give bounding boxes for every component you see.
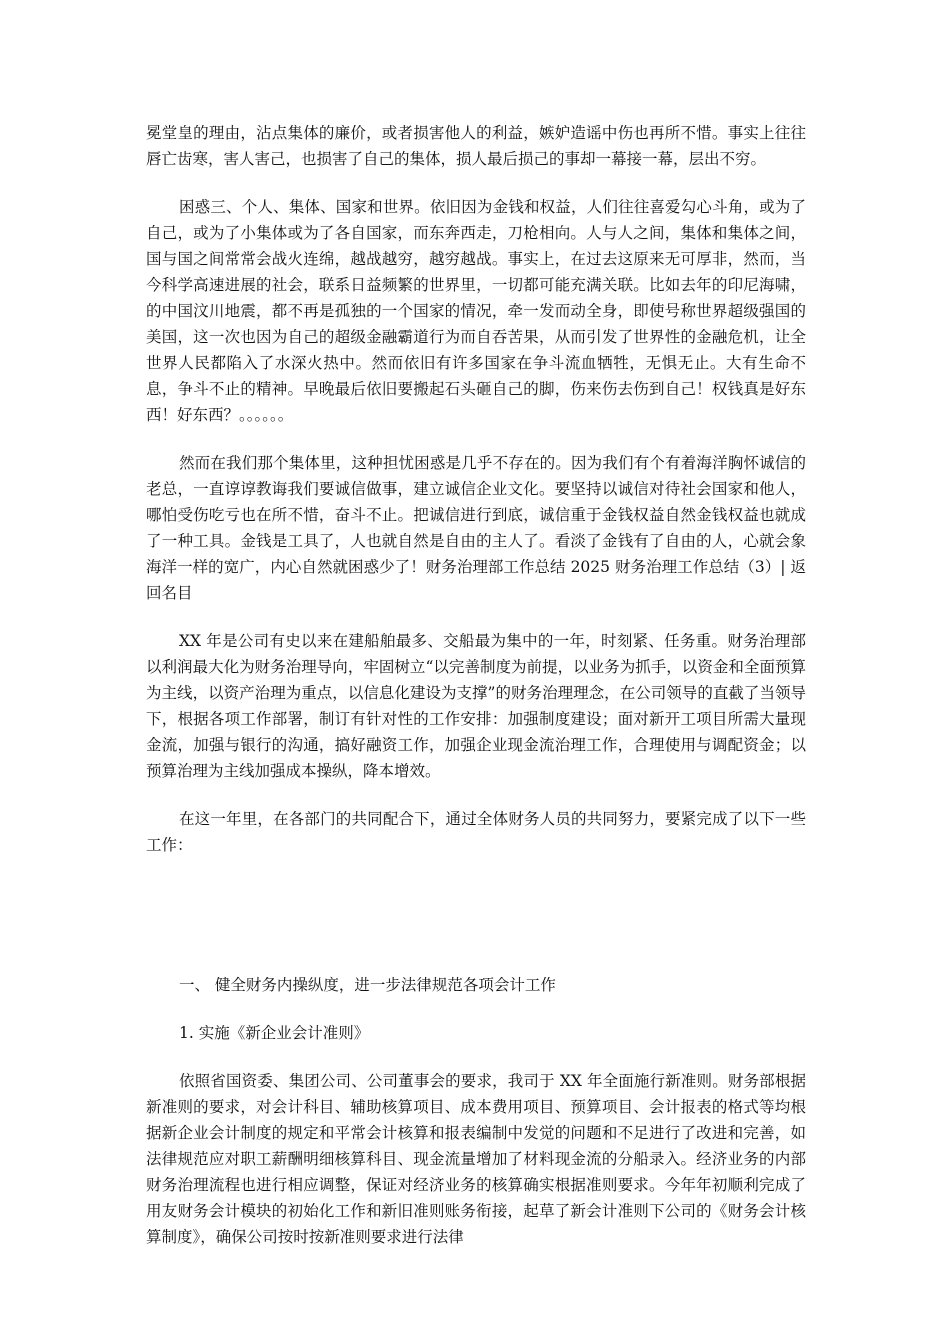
paragraph-integrity: 然而在我们那个集体里，这种担忧困惑是几乎不存在的。因为我们有个有着海洋胸怀诚信的老总，一直谆谆教诲我们要诚信做事，建立诚信企业文化。要坚持以诚信对待社会国家和他人，哪怕受伤吃亏也在所不惜，奋斗不止。把诚信进行到底，诚信重于金钱权益自然金钱权益也就成了一种工具。金钱是工具了，人也就自然是自由的主人了。看淡了金钱有了自由的人，心就会象海洋一样的宽广，内心自然就困惑少了！财务治理部工作总结 2025 财务治理工作总结（3）| 返回名目 (146, 454, 806, 602)
paragraph-confusion-three: 困惑三、个人、集体、国家和世界。依旧因为金钱和权益，人们往往喜爱勾心斗角，或为了自己，或为了小集体或为了各自国家，而东奔西走，刀枪相向。人与人之间，集体和集体之间，国与国之间常常会战火连绵，越战越穷，越穷越战。事实上，在过去这原来无可厚非，然而，当今科学高速进展的社会，联系日益频繁的世界里，一切都可能充满关联。比如去年的印尼海啸，的中国汶川地震，都不再是孤独的一个国家的情况，牵一发而动全身，即使号称世界超级强国的美国，这一次也因为自己的超级金融霸道行为而自吞苦果，从而引发了世界性的金融危机，让全世界人民都陷入了水深火热中。然而依旧有许多国家在争斗流血牺牲，无惧无止。大有生命不息，争斗不止的精神。早晚最后依旧要搬起石头砸自己的脚，伤来伤去伤到自己！权钱真是好东西！好东西？。。。。。。 (146, 198, 806, 424)
blank-space (146, 880, 806, 972)
paragraph-work-intro: 在这一年里，在各部门的共同配合下，通过全体财务人员的共同努力，要紧完成了以下一些工作： (146, 810, 806, 854)
paragraph-annual-overview: XX 年是公司有史以来在建船舶最多、交船最为集中的一年，时刻紧、任务重。财务治理部以利润最大化为财务治理导向，牢固树立“以完善制度为前提，以业务为抓手，以资金和全面预算为主线，以资产治理为重点，以信息化建设为支撑”的财务治理理念，在公司领导的直截了当领导下，根据各项工作部署，制订有针对性的工作安排：加强制度建设；面对新开工项目所需大量现金流，加强与银行的沟通，搞好融资工作，加强企业现金流治理工作，合理使用与调配资金；以预算治理为主线加强成本操纵，降本增效。 (146, 632, 806, 780)
paragraph-continuation: 冕堂皇的理由，沾点集体的廉价，或者损害他人的利益，嫉妒造谣中伤也再所不惜。事实上往往唇亡齿寒，害人害己，也损害了自己的集体，损人最后损己的事却一幕接一幕，层出不穷。 (146, 124, 806, 168)
subsection-heading: 1. 实施《新企业会计准则》 (179, 1024, 370, 1042)
section-heading: 一、 健全财务内操纵度，进一步法律规范各项会计工作 (179, 976, 556, 994)
document-body (146, 120, 806, 1272)
paragraph-new-standards: 依照省国资委、集团公司、公司董事会的要求，我司于 XX 年全面施行新准则。财务部根据新准则的要求，对会计科目、辅助核算项目、成本费用项目、预算项目、会计报表的格式等均根据新企业会计制度的规定和平常会计核算和报表编制中发觉的问题和不足进行了改进和完善，如法律规范应对职工薪酬明细核算科目、现金流量增加了材料现金流的分船录入。经济业务的内部财务治理流程也进行相应调整，保证对经济业务的核算确实根据准则要求。今年年初顺利完成了用友财务会计模块的初始化工作和新旧准则账务衔接，起草了新会计准则下公司的《财务会计核算制度》，确保公司按时按新准则要求进行法律 (146, 1072, 806, 1246)
